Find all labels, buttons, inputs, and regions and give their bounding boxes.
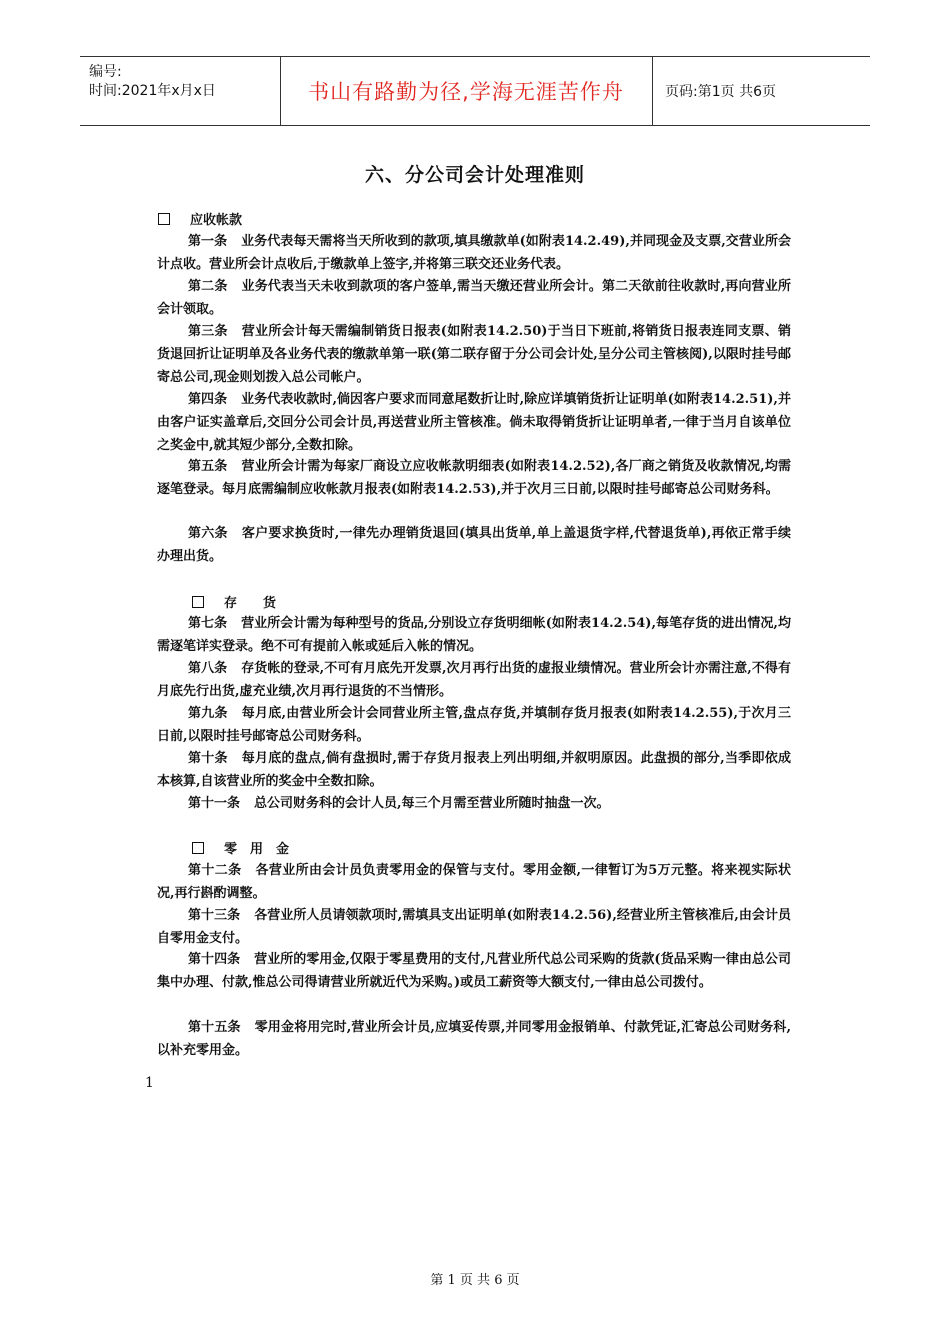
checkbox-icon (158, 213, 170, 225)
article-text: 营业所会计每天需编制销货日报表(如附表14.2.50)于当日下班前,将销货日报表连同支票、销货退回折让证明单及各业务代表的缴款单第一联(第二联存留于分公司会计处,呈分公司主管核阅),以限时挂号邮寄总公司,现金则划拨入总公司帐户。 (157, 324, 791, 385)
article-text: 每月底,由营业所会计会同营业所主管,盘点存货,并填制存货月报表(如附表14.2.55),于次月三日前,以限时挂号邮寄总公司财务科。 (157, 706, 791, 744)
article-label: 第十一条 (188, 796, 241, 811)
header-meta (80, 57, 281, 125)
checkbox-icon (192, 842, 204, 854)
article-label: 第十二条 (188, 863, 242, 878)
article-7 (157, 612, 791, 658)
article-9 (157, 702, 791, 748)
article-text: 营业所的零用金,仅限于零星费用的支付,凡营业所代总公司采购的货款(货品采购一律由总公司集中办理、付款,惟总公司得请营业所就近代为采购。)或员工薪资等大额支付,一律由总公司拨付。 (157, 952, 791, 990)
article-text: 客户要求换货时,一律先办理销货退回(填具出货单,单上盖退货字样,代替退货单),再依正常手续办理出货。 (157, 526, 791, 564)
section-title: 零 用 金 (224, 842, 290, 857)
header-page-info: 页码:第1页 共6页 (665, 84, 776, 100)
page-number: 1 (145, 1075, 154, 1091)
article-11 (157, 792, 791, 815)
article-8 (157, 657, 791, 703)
article-13 (157, 904, 791, 950)
article-label: 第一条 (188, 234, 228, 249)
article-text: 存货帐的登录,不可有月底先开发票,次月再行出货的虚报业绩情况。营业所会计亦需注意,不得有月底先行出货,虚充业绩,次月再行退货的不当情形。 (157, 661, 791, 699)
article-10 (157, 747, 791, 793)
header-motto: 书山有路勤为径,学海无涯苦作舟 (280, 57, 653, 125)
article-label: 第二条 (188, 279, 228, 294)
time-label: 时间:2021年x月x日 (89, 83, 216, 99)
article-label: 第七条 (188, 616, 228, 631)
checkbox-icon (192, 596, 204, 608)
article-2 (157, 275, 791, 321)
section-title: 应收帐款 (190, 213, 243, 228)
article-label: 第九条 (188, 706, 228, 721)
article-text: 各营业所由会计员负责零用金的保管与支付。零用金额,一律暂订为5万元整。将来视实际状况,再行斟酌调整。 (157, 863, 791, 901)
article-label: 第八条 (188, 661, 228, 676)
article-text: 零用金将用完时,营业所会计员,应填妥传票,并同零用金报销单、付款凭证,汇寄总公司财务科,以补充零用金。 (157, 1020, 791, 1058)
page-header (80, 56, 870, 126)
article-5 (157, 455, 791, 501)
article-6 (157, 522, 791, 568)
article-12 (157, 859, 791, 905)
article-4 (157, 388, 791, 457)
article-label: 第十条 (188, 751, 228, 766)
section-heading-inventory (192, 592, 276, 611)
article-label: 第五条 (188, 459, 228, 474)
article-15 (157, 1016, 791, 1062)
number-label: 编号: (89, 64, 122, 80)
page-footer: 第 1 页 共 6 页 (430, 1273, 520, 1288)
article-text: 业务代表当天未收到款项的客户签单,需当天缴还营业所会计。第二天欲前往收款时,再向营业所会计领取。 (157, 279, 791, 317)
article-label: 第六条 (188, 526, 228, 541)
article-text: 业务代表收款时,倘因客户要求而同意尾数折让时,除应详填销货折让证明单(如附表14.2.51),并由客户证实盖章后,交回分公司会计员,再送营业所主管核准。倘未取得销货折让证明单者,一律于当月自该单位之奖金中,就其短少部分,全数扣除。 (157, 392, 791, 453)
article-label: 第三条 (188, 324, 228, 339)
article-14 (157, 948, 791, 994)
article-text: 各营业所人员请领款项时,需填具支出证明单(如附表14.2.56),经营业所主管核准后,由会计员自零用金支付。 (157, 908, 791, 946)
article-label: 第四条 (188, 392, 228, 407)
article-text: 营业所会计需为每种型号的货品,分别设立存货明细帐(如附表14.2.54),每笔存货的进出情况,均需逐笔详实登录。绝不可有提前入帐或延后入帐的情况。 (157, 616, 791, 654)
section-title: 存 货 (224, 596, 277, 611)
article-text: 业务代表每天需将当天所收到的款项,填具缴款单(如附表14.2.49),并同现金及支票,交营业所会计点收。营业所会计点收后,于缴款单上签字,并将第三联交还业务代表。 (157, 234, 791, 272)
section-heading-petty-cash (192, 838, 289, 857)
section-heading-receivables (158, 209, 242, 228)
article-3 (157, 320, 791, 389)
article-1 (157, 230, 791, 276)
article-text: 每月底的盘点,倘有盘损时,需于存货月报表上列出明细,并叙明原因。此盘损的部分,当季即依成本核算,自该营业所的奖金中全数扣除。 (157, 751, 791, 789)
article-text: 总公司财务科的会计人员,每三个月需至营业所随时抽盘一次。 (254, 796, 610, 811)
article-label: 第十三条 (188, 908, 241, 923)
article-text: 营业所会计需为每家厂商设立应收帐款明细表(如附表14.2.52),各厂商之销货及收款情况,均需逐笔登录。每月底需编制应收帐款月报表(如附表14.2.53),并于次月三日前,以限时挂号邮寄总公司财务科。 (157, 459, 791, 497)
document-title: 六、分公司会计处理准则 (364, 164, 585, 186)
article-label: 第十五条 (188, 1020, 241, 1035)
article-label: 第十四条 (188, 952, 241, 967)
